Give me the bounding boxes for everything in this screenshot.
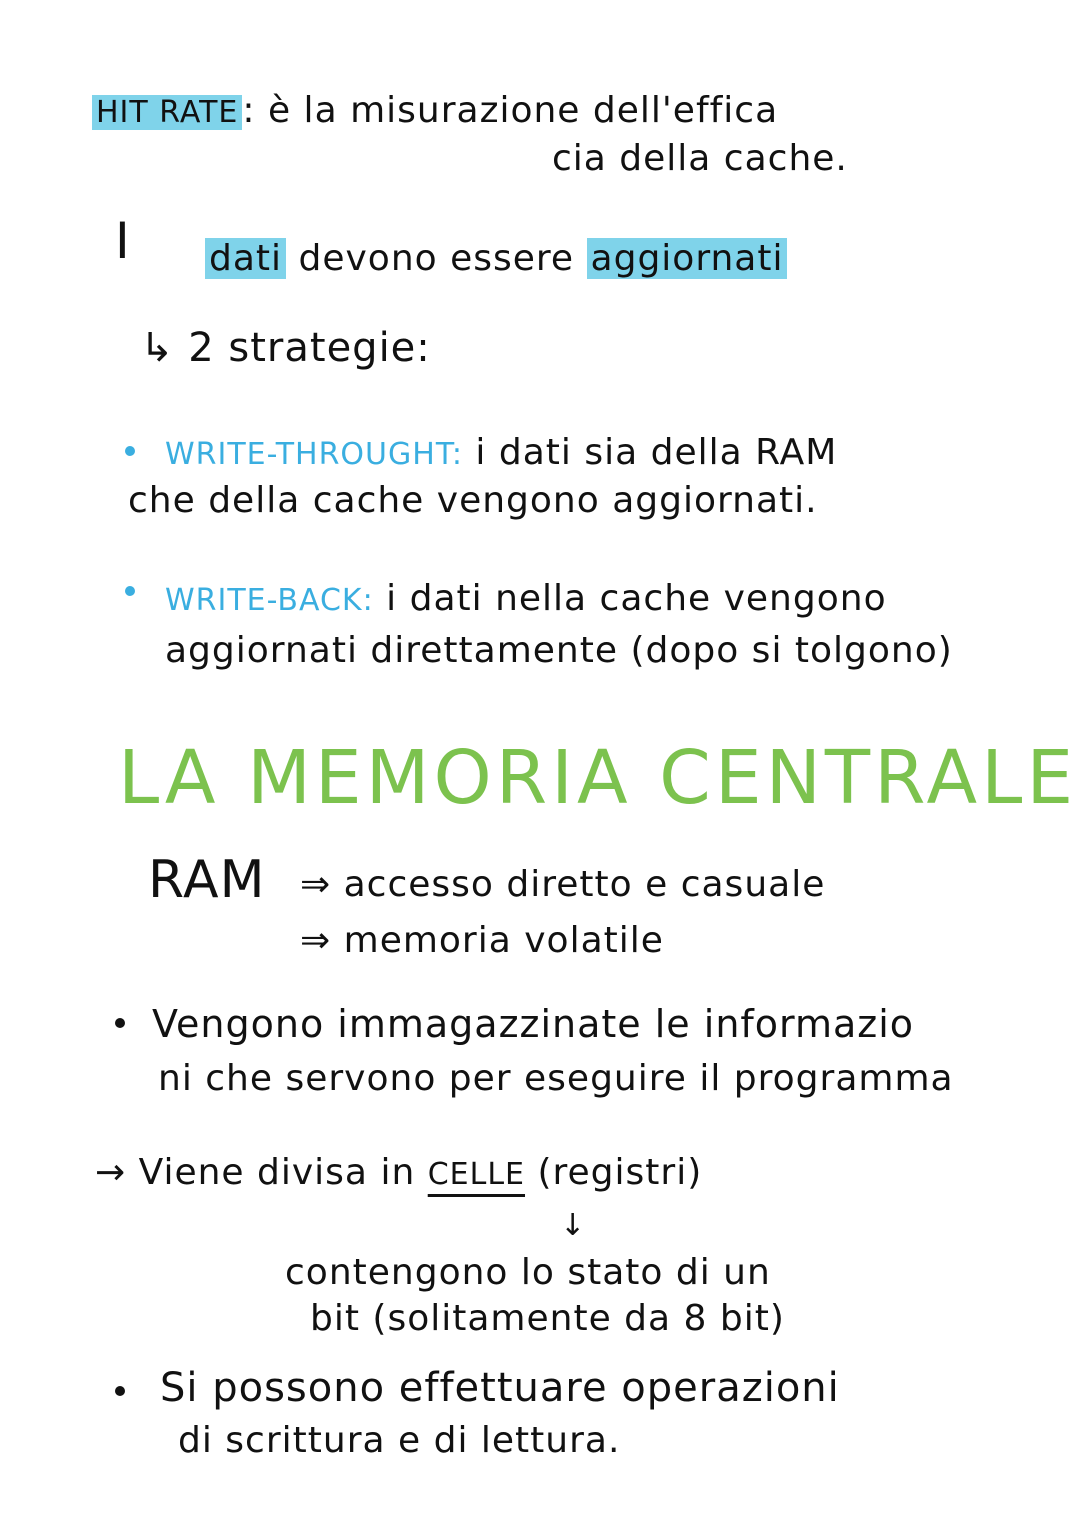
bullet-icon bbox=[125, 446, 135, 456]
info-line: Vengono immagazzinate le informazio bbox=[152, 1002, 915, 1046]
ops-line: Si possono effettuare operazioni bbox=[160, 1365, 840, 1411]
ram-prop-text: memoria volatile bbox=[343, 920, 664, 961]
cells-text: Viene divisa in bbox=[138, 1152, 416, 1193]
info-line-cont: ni che servono per eseguire il programma bbox=[158, 1058, 954, 1099]
cells-def-cont: bit (solitamente da 8 bit) bbox=[310, 1298, 785, 1339]
arrow-icon: ↳ bbox=[140, 325, 175, 371]
hit-rate-def: è la misurazione dell'effica bbox=[267, 90, 779, 131]
ram-prop-2 bbox=[300, 920, 664, 961]
bullet-icon bbox=[125, 586, 135, 596]
write-back-def: i dati nella cache vengono bbox=[386, 578, 887, 619]
cells-term: CELLE bbox=[427, 1157, 526, 1192]
section-heading: LA MEMORIA CENTRALE bbox=[118, 735, 1078, 821]
ram-label: RAM bbox=[148, 850, 266, 910]
bullet-icon bbox=[115, 1386, 125, 1396]
hit-rate-line bbox=[92, 90, 778, 131]
ram-prop-text: accesso diretto e casuale bbox=[343, 864, 826, 905]
down-arrow-icon: ↓ bbox=[560, 1208, 587, 1243]
write-back-term: WRITE-BACK: bbox=[165, 583, 374, 618]
write-through-line bbox=[165, 432, 837, 473]
cells-line bbox=[95, 1152, 702, 1193]
strategies-line bbox=[140, 325, 431, 371]
separator: : bbox=[242, 90, 256, 131]
hit-rate-def-cont: cia della cache. bbox=[552, 138, 848, 179]
write-back-line bbox=[165, 578, 887, 619]
ram-prop-1 bbox=[300, 864, 825, 905]
bullet-icon bbox=[115, 1018, 125, 1028]
word-aggiornati: aggiornati bbox=[587, 238, 788, 279]
double-arrow-icon: ⇒ bbox=[300, 920, 332, 961]
update-lead: I bbox=[115, 212, 131, 270]
strategies-text: 2 strategie: bbox=[188, 325, 431, 371]
hit-rate-term: HIT RATE bbox=[92, 95, 242, 130]
write-through-def-cont: che della cache vengono aggiornati. bbox=[128, 480, 818, 521]
word-devono: devono essere bbox=[298, 238, 575, 279]
word-dati: dati bbox=[205, 238, 286, 279]
write-back-def-cont: aggiornati direttamente (dopo si tolgono) bbox=[165, 630, 953, 671]
double-arrow-icon: ⇒ bbox=[300, 864, 332, 905]
ops-line-cont: di scrittura e di lettura. bbox=[178, 1420, 621, 1461]
arrow-icon: → bbox=[95, 1152, 127, 1193]
write-through-def: i dati sia della RAM bbox=[475, 432, 838, 473]
update-line bbox=[205, 238, 787, 279]
write-through-term: WRITE-THROUGHT: bbox=[165, 437, 463, 472]
cells-def: contengono lo stato di un bbox=[285, 1252, 771, 1293]
cells-paren: (registri) bbox=[537, 1152, 703, 1193]
